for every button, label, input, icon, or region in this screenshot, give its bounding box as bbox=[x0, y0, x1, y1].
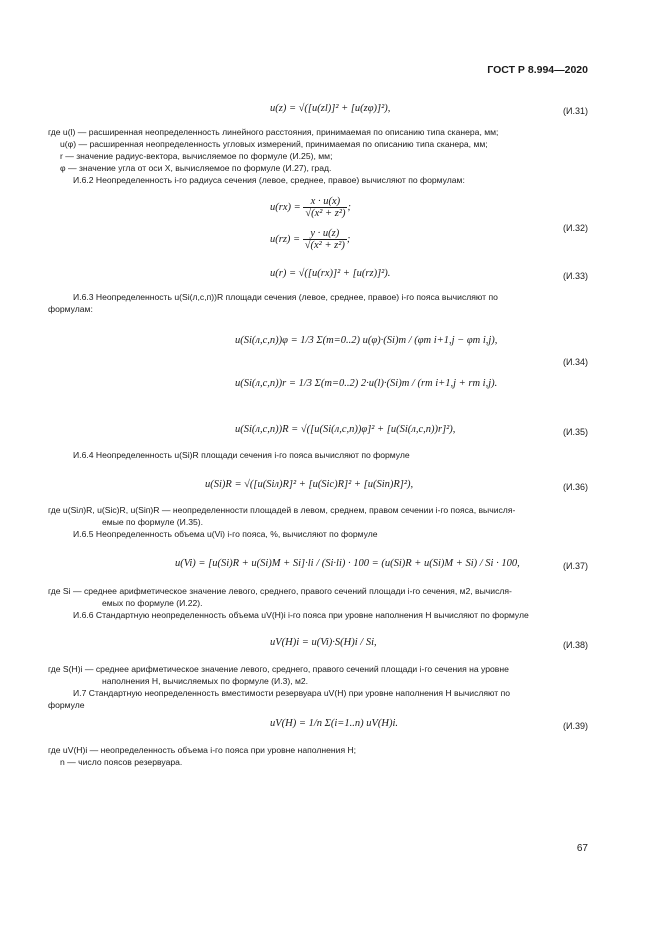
text-line: И.6.5 Неопределенность объема u(Vi) i-го пояса, %, вычисляют по формуле bbox=[73, 529, 378, 539]
text-line: И.6.6 Стандартную неопределенность объема uV(H)i i-го пояса при уровне наполнения H вычисляют по формуле bbox=[73, 610, 529, 620]
text-line: n — число поясов резервуара. bbox=[60, 757, 183, 767]
formula-i39: uV(H) = 1/n Σ(i=1..n) uV(H)i. bbox=[270, 718, 399, 729]
formula-i38: uV(H)i = u(Vi)·S(H)i / Si, bbox=[270, 637, 377, 648]
text-line: емых по формуле (И.22). bbox=[102, 598, 203, 608]
document-header: ГОСТ Р 8.994—2020 bbox=[487, 64, 588, 76]
equation-number-i37: (И.37) bbox=[563, 561, 588, 571]
equation-number-i35: (И.35) bbox=[563, 427, 588, 437]
formula-i34b: u(Si(л,с,п))r = 1/3 Σ(m=0..2) 2·u(l)·(Si)m / (rm i+1,j + rm i,j). bbox=[235, 378, 498, 389]
text-line: формулам: bbox=[48, 304, 93, 314]
formula-i32a: u(rx) = $\frac{x \cdot u(x)}{\text{√(x² + z²)}}$ ; bbox=[270, 196, 351, 219]
formula-i37: u(Vi) = [u(Si)R + u(Si)M + Si]·li / (Si·li) · 100 = (u(Si)R + u(Si)M + Si) / Si · 100, bbox=[175, 558, 520, 569]
text-line: И.7 Стандартную неопределенность вместимости резервуара uV(H) при уровне наполнения H вычисляют по bbox=[73, 688, 511, 698]
text-line: И.6.2 Неопределенность i-го радиуса сечения (левое, среднее, правое) вычисляют по формулам: bbox=[73, 175, 465, 185]
text-line: И.6.3 Неопределенность u(Si(л,с,п))R площади сечения (левое, среднее, правое) i-го пояса вычисляют по bbox=[73, 292, 498, 302]
equation-number-i32: (И.32) bbox=[563, 223, 588, 233]
formula-i34a: u(Si(л,с,п))φ = 1/3 Σ(m=0..2) u(φ)·(Si)m / (φm i+1,j − φm i,j), bbox=[235, 335, 498, 346]
page-number: 67 bbox=[576, 843, 588, 854]
text-line: формуле bbox=[48, 700, 85, 710]
formula-i35: u(Si(л,с,п))R = √([u(Si(л,с,п))φ]² + [u(Si(л,с,п))r]²), bbox=[235, 424, 456, 435]
formula-i31: u(z) = √([u(zl)]² + [u(zφ)]²), bbox=[270, 103, 391, 114]
formula-i36: u(Si)R = √([u(Siл)R]² + [u(Siс)R]² + [u(Siп)R]²), bbox=[205, 479, 414, 490]
equation-number-i38: (И.38) bbox=[563, 640, 588, 650]
text-line: где S(H)i — среднее арифметическое значение левого, среднего, правого сечений площади i-го сечения на уровне bbox=[48, 664, 509, 674]
text-line: φ — значение угла от оси X, вычисляемое по формуле (И.27), град. bbox=[60, 163, 332, 173]
equation-number-i31: (И.31) bbox=[563, 106, 588, 116]
equation-number-i33: (И.33) bbox=[563, 271, 588, 281]
equation-number-i36: (И.36) bbox=[563, 482, 588, 492]
text-line: наполнения H, вычисляемых по формуле (И.3), м2. bbox=[102, 676, 309, 686]
text-line: емые по формуле (И.35). bbox=[102, 517, 204, 527]
equation-number-i34: (И.34) bbox=[563, 357, 588, 367]
formula-i32b: u(rz) = $\frac{y \cdot u(z)}{\text{√(x² + z²)}}$ ; bbox=[270, 228, 351, 251]
text-line: где u(l) — расширенная неопределенность линейного расстояния, принимаемая по описанию типа сканера, мм; bbox=[48, 127, 499, 137]
text-line: где Si — среднее арифметическое значение левого, среднего, правого сечений площади i-го сечения, м2, вычисля- bbox=[48, 586, 512, 596]
text-line: И.6.4 Неопределенность u(Si)R площади сечения i-го пояса вычисляют по формуле bbox=[73, 450, 410, 460]
equation-number-i39: (И.39) bbox=[563, 721, 588, 731]
text-line: где uV(H)i — неопределенность объема i-го пояса при уровне наполнения H; bbox=[48, 745, 357, 755]
text-line: u(φ) — расширенная неопределенность угловых измерений, принимаемая по описанию типа сканера, мм; bbox=[60, 139, 488, 149]
text-line: r — значение радиус-вектора, вычисляемое по формуле (И.25), мм; bbox=[60, 151, 333, 161]
formula-i33: u(r) = √([u(rx)]² + [u(rz)]²). bbox=[270, 268, 391, 279]
text-line: где u(Siл)R, u(Siс)R, u(Siп)R — неопределенности площадей в левом, среднем, правом сечении i-го пояса, вычисля- bbox=[48, 505, 516, 515]
